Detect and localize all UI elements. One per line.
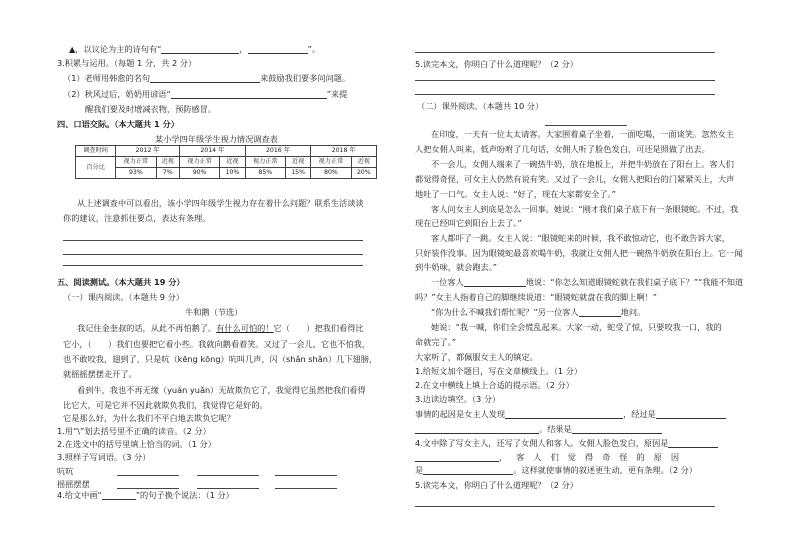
answer-blank[interactable] — [505, 410, 623, 419]
story-line: 人把女佣人叫来，低声吩咐了几句话，女佣人听了脸色发白，可还是照做了出去。 — [415, 144, 710, 154]
question-5b: 5.读完本文，你明白了什么道理呢？（2 分） — [415, 480, 578, 490]
table-subheader: 近视 — [351, 157, 376, 168]
table-subheader: 视力正常 — [245, 157, 285, 168]
story-line: 客人问女主人到底是怎么一回事。她说：“刚才我们桌子底下有一条眼镜蛇。不过，我 — [431, 204, 739, 214]
answer-line[interactable] — [415, 80, 715, 81]
question-4: 4.给文中画“ ”的句子换个说法：（1 分） — [57, 490, 234, 500]
oral-question-line2: 你的建议，注意抓住要点，表达有条理。 — [63, 213, 211, 223]
table-subheader: 视力正常 — [180, 157, 220, 168]
fill-line: 事情的起因是女主人发现 ，经过是 — [415, 409, 726, 419]
answer-line[interactable] — [117, 475, 179, 476]
passage-line: 比它大，可是它并不因此就欺负我们，我觉得它是好的。 — [63, 400, 268, 410]
answer-blank[interactable] — [579, 308, 621, 317]
question-2: 2.在文中横线上填上合适的提示语。（2 分） — [415, 380, 574, 390]
answer-blank[interactable] — [423, 466, 513, 475]
table-cell: 93% — [116, 168, 156, 179]
underlined-sentence: 有什么可怕的！ — [216, 323, 274, 333]
table-cell: 85% — [245, 168, 285, 179]
section-4-heading: 四、口语交际。（本大题共 1 分） — [57, 119, 179, 129]
table-subheader: 视力正常 — [311, 157, 351, 168]
answer-blank[interactable] — [572, 425, 662, 434]
answer-line[interactable] — [197, 488, 259, 489]
answer-line[interactable] — [415, 94, 715, 95]
answer-blank[interactable] — [464, 278, 526, 287]
story-line: 吗？”女主人指着自己的脚继续说道：“眼镜蛇就盘在我的脚上啊！” — [415, 292, 657, 302]
story-line: 大家听了，都佩服女主人的镇定。 — [415, 352, 538, 362]
question-5: 5.读完本文，你明白了什么道理呢？（2 分） — [415, 59, 578, 69]
answer-line[interactable] — [275, 475, 337, 476]
story-line: 到牛奶味，就会跑去。” — [415, 262, 498, 272]
table-subheader: 视力正常 — [116, 157, 156, 168]
table-cell: 10% — [220, 168, 245, 179]
table-cell: 15% — [285, 168, 310, 179]
story-line: “你为什么不喊我们帮忙呢？”另一位客人 地问。 — [431, 307, 646, 317]
passage-line: 它是那么好，为什么我们不平白地去欺负它呢？ — [63, 413, 235, 423]
question-3: 3.边读边填空。（3 分） — [415, 394, 501, 404]
passage-line: 我记住金奎叔的话，从此不再怕鹅了。有什么可怕的！它（ ）把我们看得比 — [77, 323, 364, 333]
word-example: 摇摇摆摆 — [57, 479, 90, 489]
answer-blank[interactable] — [656, 410, 726, 419]
table-year: 2018 年 — [311, 146, 377, 157]
question-1: 1.给短文加个题目，写在文章横线上。（1 分） — [415, 366, 583, 376]
table-subheader: 近视 — [285, 157, 310, 168]
question-3-2: （2）秋风过后，奶奶用谚语“ ”来提 — [63, 89, 348, 99]
passage-title: 牛和鹅（节选） — [185, 307, 243, 317]
passage-line: 也不敢咬我，翅到了，只是吭（kēng kōng）吭叫几声，闪（shǎn shǎn）几下翅膀， — [63, 354, 378, 364]
table-cell: 80% — [311, 168, 351, 179]
table-title: 某小学四年级学生视力情况调查表 — [155, 134, 278, 144]
table-cell: 20% — [351, 168, 376, 179]
left-column — [55, 0, 385, 550]
oral-question-line1: 从上述调查中可以看出，该小学四年级学生视力存在着什么问题？联系生活谈谈 — [77, 198, 364, 208]
answer-blank[interactable] — [415, 425, 539, 434]
answer-blank[interactable] — [415, 453, 499, 462]
answer-line[interactable] — [197, 475, 259, 476]
table-year: 2016 年 — [245, 146, 311, 157]
section-2-heading: （二）课外阅读。（本题共 10 分） — [417, 101, 544, 111]
question-line: ▲，以议论为主的诗句有“ ， ”。 — [69, 44, 321, 54]
story-line: 都觉得奇怪，可女主人仍然有说有笑。又过了一会儿，女佣人把阳台的门紧紧关上，大声 — [415, 174, 735, 184]
answer-blank[interactable] — [171, 90, 327, 99]
question-3-words: 3.照样子写词语。（3 分） — [57, 452, 151, 462]
question-1: 1.用“\”划去括号里不正确的读音。（2 分） — [57, 426, 211, 436]
section-5-heading: 五、阅读测试。（本大题共 19 分） — [57, 277, 185, 287]
story-line: 命就完了。” — [415, 337, 457, 347]
answer-blank[interactable] — [248, 45, 308, 54]
answer-line[interactable] — [117, 488, 179, 489]
title-line[interactable] — [545, 125, 627, 126]
table-subheader: 近视 — [156, 157, 180, 168]
question-3-2-cont: 醒我们要及时增减衣物，预防感冒。 — [85, 104, 217, 114]
table-year: 2014 年 — [180, 146, 246, 157]
story-line: 地吐了一口气。女主人说：“好了，现在大家都安全了。” — [415, 189, 616, 199]
passage-line: 就摇摇摆摆走开了。 — [63, 369, 137, 379]
story-line: 一位客人 地说：“你怎么知道眼镜蛇就在我们桌子底下？”“我能不知道 — [431, 277, 744, 287]
question-3: 3.积累与运用。（每题 1 分，共 2 分） — [57, 58, 197, 68]
fill-line: 。结果是 — [415, 424, 662, 434]
table-year: 2012 年 — [116, 146, 180, 157]
answer-blank[interactable] — [161, 45, 239, 54]
story-line: 不一会儿，女佣人端来了一碗热牛奶，放在地板上，并把牛奶放在了阳台上。客人们 — [431, 159, 734, 169]
question-4-cont: ，客人们觉得奇怪的原因 — [415, 452, 688, 462]
table-header-time: 调查时间 — [76, 146, 116, 157]
survey-table — [75, 145, 377, 179]
table-cell: 90% — [180, 168, 220, 179]
answer-line[interactable] — [63, 240, 363, 241]
story-line: 客人都吓了一跳。女主人说：“眼镜蛇来的时候，我不敢惊动它，也不敢告诉大家， — [431, 233, 730, 243]
story-line: 只好装作没事。因为眼镜蛇最喜欢喝牛奶，我就让女佣人把一碗热牛奶放在阳台上。它一闻 — [415, 248, 743, 258]
question-3-1: （1）老师用韩愈的名句 来鼓励我们要多问问题。 — [63, 73, 351, 83]
answer-line[interactable] — [275, 488, 337, 489]
story-line: 现在已经叫它到阳台上去了。” — [415, 218, 522, 228]
question-2: 2.在选文中的括号里填上恰当的词。（1 分） — [57, 439, 216, 449]
answer-line[interactable] — [63, 254, 363, 255]
answer-blank[interactable] — [102, 491, 136, 500]
answer-line[interactable] — [415, 506, 715, 507]
passage-line: 它小，（ ）我们也要把它看小些。我就向鹅看着笑。又过了一会儿，它也不怕我， — [63, 339, 371, 349]
question-4: 4.文中除了写女主人，还写了女佣人和客人。女佣人脸色发白，原因是 — [415, 438, 718, 448]
answer-line[interactable] — [63, 265, 363, 266]
answer-blank[interactable] — [150, 74, 260, 83]
table-header-percent: 百分比 — [76, 157, 116, 179]
story-line: 她说：“我一喊，你们全会慌乱起来。大家一动，蛇受了惊，只要咬我一口，我的 — [431, 322, 722, 332]
story-line: 在印度，一天有一位太太请客。大家围着桌子坐着，一面吃喝，一面谈笑。忽然女主 — [431, 129, 734, 139]
word-example: 吭吭 — [57, 466, 74, 476]
table-subheader: 近视 — [220, 157, 245, 168]
answer-line[interactable] — [415, 52, 715, 53]
question-4-cont: 是 。这样就使事情的叙述更生动，更有条理。（2 分） — [415, 465, 698, 475]
table-cell: 7% — [156, 168, 180, 179]
right-column — [415, 0, 745, 550]
passage-line: 看到牛，我也不再无缘（yuán yuǎn）无故欺负它了，我觉得它虽然把我们看得 — [77, 385, 366, 395]
section-5-1-heading: （一）课内阅读。（本题共 9 分） — [63, 292, 184, 302]
answer-blank[interactable] — [668, 439, 718, 448]
